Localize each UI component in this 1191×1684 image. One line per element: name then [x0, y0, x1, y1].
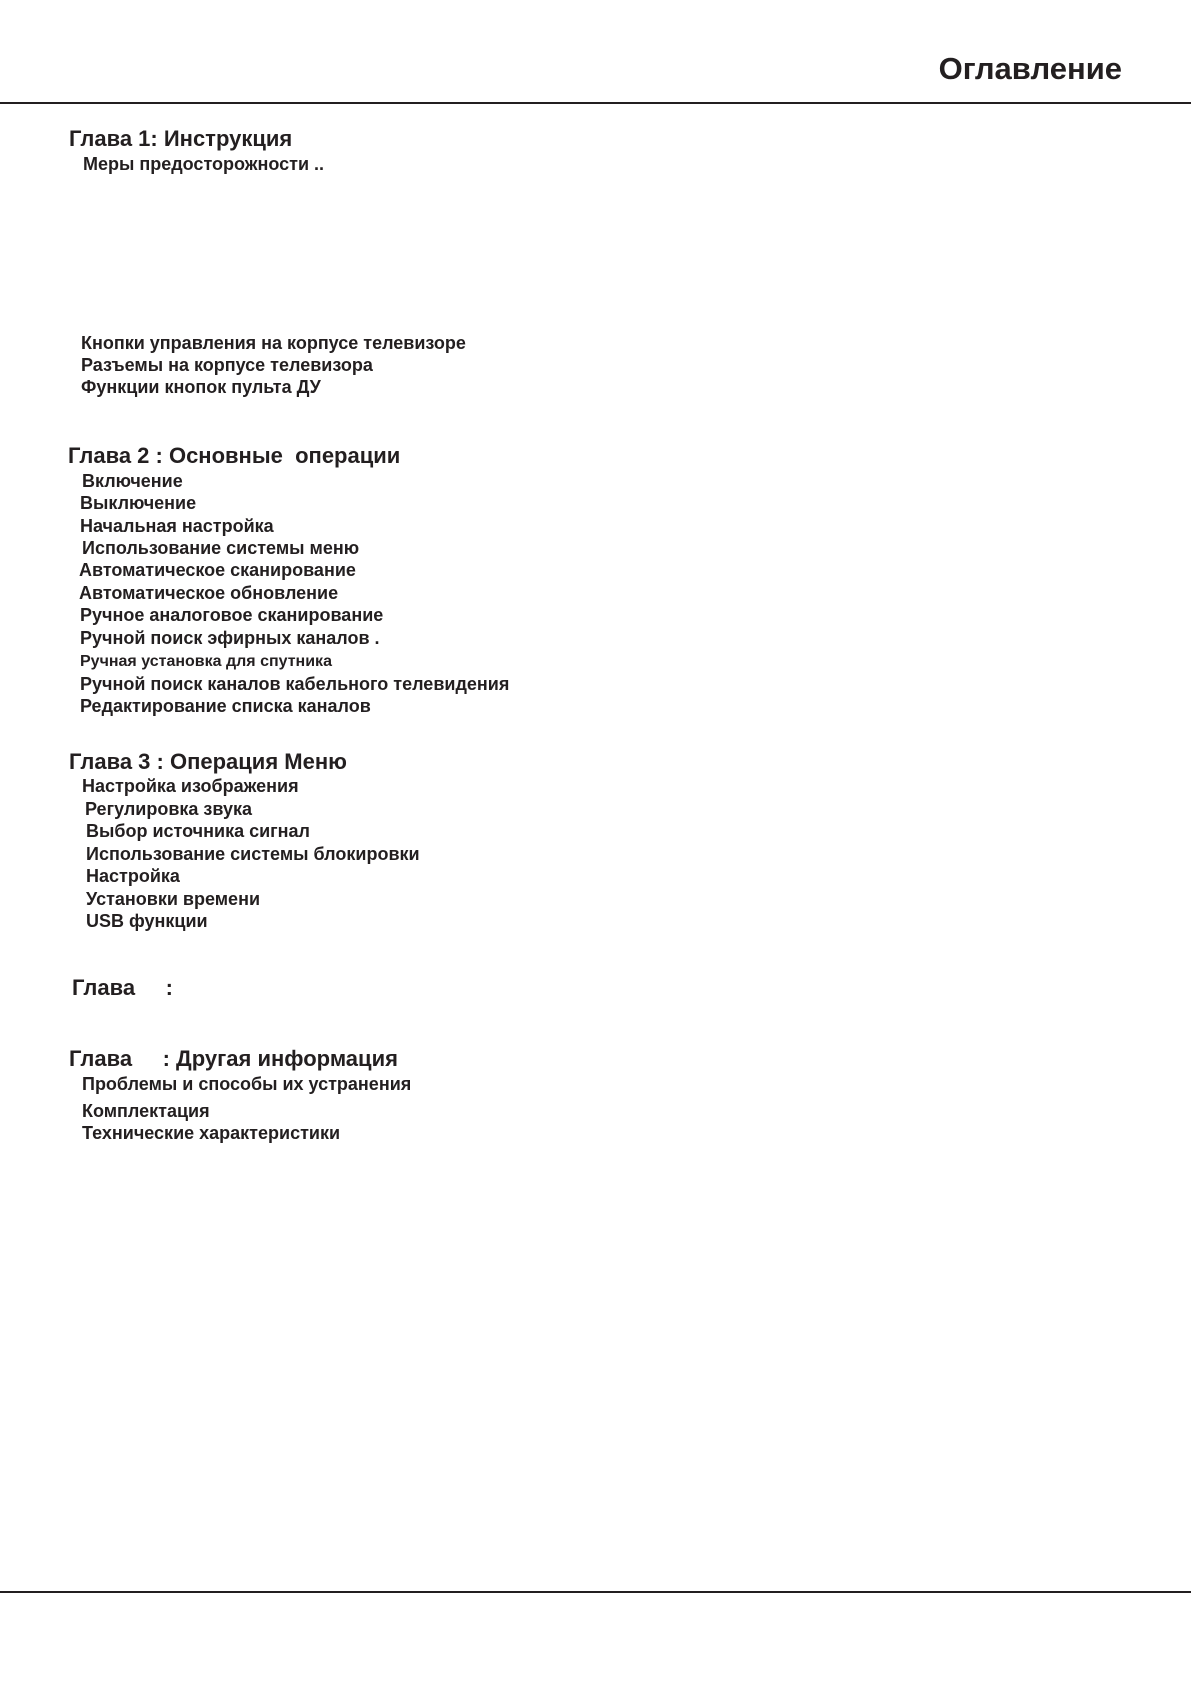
toc-item: Выключение — [80, 493, 197, 513]
toc-item: Выбор источника сигнал — [86, 821, 310, 841]
toc-item: Кнопки управления на корпусе телевизоре — [81, 333, 466, 353]
toc-item: Комплектация — [82, 1101, 210, 1121]
chapter-3-heading: Глава 3 : Операция Меню — [69, 749, 347, 774]
bottom-rule — [0, 1591, 1191, 1593]
toc-item: Ручной поиск эфирных каналов . — [80, 628, 380, 648]
toc-item: Регулировка звука — [85, 799, 253, 819]
toc-item: Ручная установка для спутника — [80, 653, 332, 670]
toc-item: Установки времени — [86, 889, 261, 909]
toc-item: Ручное аналоговое сканирование — [80, 605, 384, 625]
toc-item: Разъемы на корпусе телевизора — [81, 355, 373, 375]
chapter-4-heading: Глава : — [72, 975, 173, 1000]
chapter-5-heading: Глава : Другая информация — [69, 1046, 398, 1071]
toc-item: Использование системы меню — [82, 538, 360, 558]
toc-item: Начальная настройка — [80, 516, 274, 536]
toc-item: Редактирование списка каналов — [80, 696, 371, 716]
toc-item: Включение — [82, 471, 183, 491]
toc-item: Меры предосторожности .. — [83, 154, 325, 174]
toc-item: USB функции — [86, 911, 208, 931]
page-title: Оглавление — [938, 51, 1122, 86]
top-rule — [0, 102, 1191, 104]
chapter-1-heading: Глава 1: Инструкция — [69, 126, 293, 151]
toc-item: Технические характеристики — [82, 1123, 341, 1143]
toc-item: Автоматическое сканирование — [79, 560, 356, 580]
toc-item: Функции кнопок пульта ДУ — [81, 377, 321, 397]
toc-item: Настройка — [86, 866, 180, 886]
chapter-2-heading: Глава 2 : Основные операции — [68, 443, 401, 468]
toc-item: Ручной поиск каналов кабельного телевидения — [80, 674, 510, 694]
toc-item: Автоматическое обновление — [79, 583, 339, 603]
toc-item: Настройка изображения — [82, 776, 299, 796]
toc-item: Использование системы блокировки — [86, 844, 420, 864]
toc-item: Проблемы и способы их устранения — [82, 1074, 412, 1094]
